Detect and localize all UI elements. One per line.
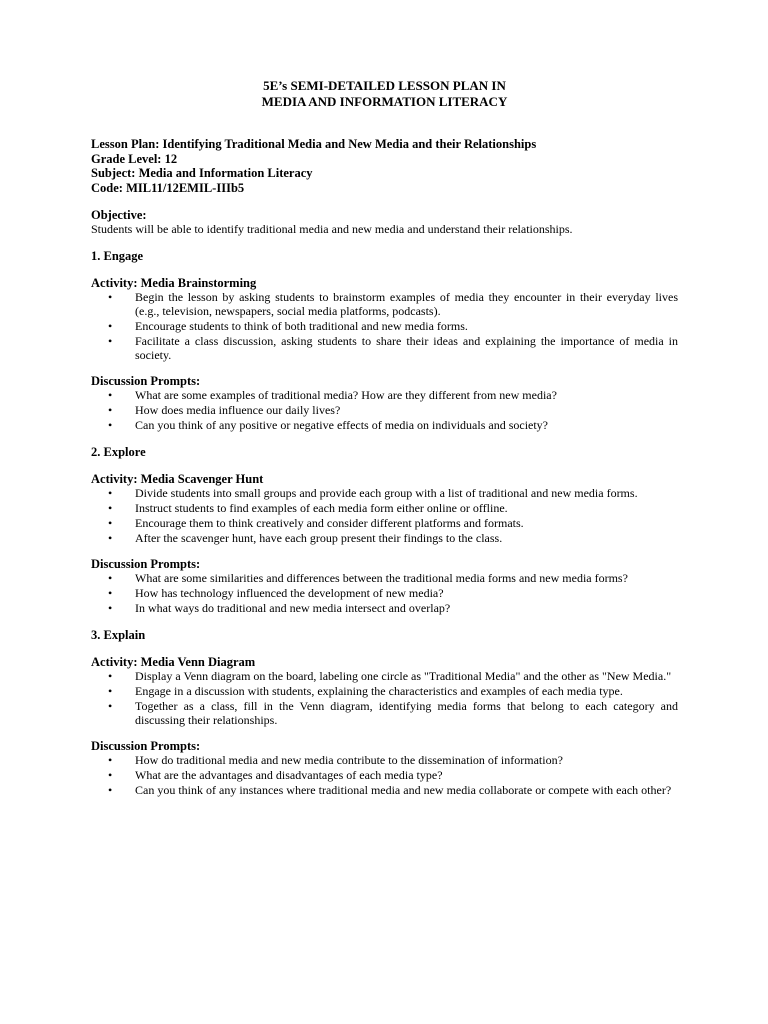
objective-heading: Objective: [91, 208, 147, 222]
prompts-list [91, 388, 678, 432]
list-item: • Encourage students to think of both traditional and new media forms. [135, 319, 678, 333]
list-item: • Can you think of any instances where traditional media and new media collaborate or compete with each other? [135, 783, 678, 797]
title-line-2: MEDIA AND INFORMATION LITERACY [261, 94, 508, 109]
list-item: • Facilitate a class discussion, asking students to share their ideas and explaining the importance of media in society. [135, 334, 678, 362]
list-item: • Encourage them to think creatively and consider different platforms and formats. [135, 516, 678, 530]
list-item: • How do traditional media and new media contribute to the dissemination of information? [135, 753, 678, 767]
activity-heading: Activity: Media Venn Diagram [91, 655, 256, 669]
list-item: • Divide students into small groups and provide each group with a list of traditional and new media forms. [135, 486, 678, 500]
list-item: • What are some examples of traditional media? How are they different from new media? [135, 388, 678, 402]
list-item: • Instruct students to find examples of each media form either online or offline. [135, 501, 678, 515]
list-item: • How has technology influenced the development of new media? [135, 586, 678, 600]
prompts-heading: Discussion Prompts: [91, 557, 201, 571]
section-explore [91, 445, 678, 615]
list-item: • After the scavenger hunt, have each group present their findings to the class. [135, 531, 678, 545]
activity-list [91, 486, 678, 545]
activity-list [91, 290, 678, 362]
prompts-list [91, 753, 678, 797]
list-item: • What are the advantages and disadvantages of each media type? [135, 768, 678, 782]
section-heading: 2. Explore [91, 445, 146, 459]
section-heading: 1. Engage [91, 249, 144, 263]
section-explain [91, 628, 678, 797]
list-item: • Begin the lesson by asking students to brainstorm examples of media they encounter in their everyday lives (e.g., television, newspapers, social media platforms, podcasts). [135, 290, 678, 318]
objective-block [91, 208, 678, 236]
activity-heading: Activity: Media Brainstorming [91, 276, 257, 290]
objective-text: Students will be able to identify traditional media and new media and understand their relationships. [91, 222, 573, 236]
activity-list [91, 669, 678, 727]
list-item: • Engage in a discussion with students, explaining the characteristics and examples of each media type. [135, 684, 678, 698]
lesson-meta [91, 137, 678, 195]
list-item: • How does media influence our daily lives? [135, 403, 678, 417]
section-heading: 3. Explain [91, 628, 146, 642]
grade-level: Grade Level: 12 [91, 151, 178, 166]
list-item: • In what ways do traditional and new media intersect and overlap? [135, 601, 678, 615]
prompts-heading: Discussion Prompts: [91, 739, 201, 753]
lesson-plan-title: Lesson Plan: Identifying Traditional Media and New Media and their Relationships [91, 137, 537, 151]
list-item: • Together as a class, fill in the Venn diagram, identifying media forms that belong to each category and discussing their relationships. [135, 699, 678, 727]
document-title [91, 78, 678, 110]
section-engage [91, 249, 678, 432]
prompts-heading: Discussion Prompts: [91, 374, 201, 388]
list-item: • Display a Venn diagram on the board, labeling one circle as "Traditional Media" and the other as "New Media." [135, 669, 678, 683]
competency-code: Code: MIL11/12EMIL-IIIb5 [91, 180, 245, 195]
title-line-1: 5E’s SEMI-DETAILED LESSON PLAN IN [263, 78, 506, 93]
prompts-list [91, 571, 678, 615]
list-item: • What are some similarities and differences between the traditional media forms and new media forms? [135, 571, 678, 585]
subject: Subject: Media and Information Literacy [91, 166, 313, 180]
list-item: • Can you think of any positive or negative effects of media on individuals and society? [135, 418, 678, 432]
activity-heading: Activity: Media Scavenger Hunt [91, 472, 264, 486]
